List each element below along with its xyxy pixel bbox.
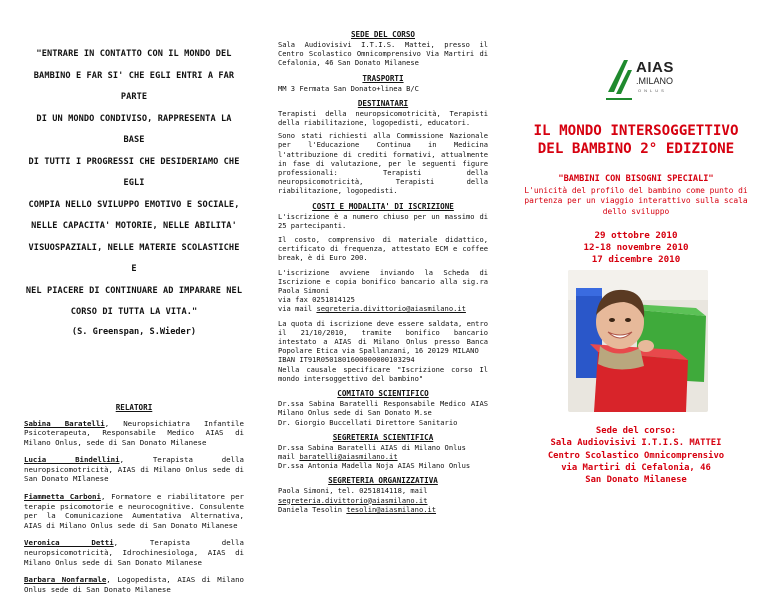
- relatore-name: Lucia Bindellini: [24, 455, 120, 465]
- segreteria-org-2-line: [278, 505, 488, 514]
- segreteria-org-1: Paola Simoni, tel. 0251814118, mail: [278, 486, 428, 496]
- quote-line: NELLE CAPACITA' MOTORIE, NELLE ABILITA': [31, 221, 237, 231]
- relatore-name: Fiammetta Carboni: [24, 492, 101, 502]
- comitato-1: Dr.ssa Sabina Baratelli Responsabile Medico AIAS Milano Onlus sede di San Donato M.se: [278, 399, 488, 418]
- child-photo: [568, 270, 708, 412]
- segreteria-org-2-mail-link[interactable]: tesolin@aiasmilano.it: [346, 504, 437, 514]
- segreteria-sci-mail-label: mail: [278, 451, 300, 461]
- sede-section: [278, 30, 488, 68]
- quote-line: BAMBINO E FAR SI' CHE EGLI ENTRI A FAR PARTE: [33, 70, 235, 102]
- costi-iban: IBAN IT91R0501801600000000103294: [278, 355, 415, 365]
- quote-line: COMPIA NELLO SVILUPPO EMOTIVO E SOCIALE,: [28, 199, 240, 210]
- segreteria-sci-1: Dr.ssa Sabina Baratelli AIAS di Milano Onlus: [278, 442, 466, 452]
- segreteria-org-section: [278, 476, 488, 514]
- relatore-name: Barbara Nonfarmale: [24, 575, 107, 585]
- segreteria-sci-title: SEGRETERIA SCIENTIFICA: [332, 432, 434, 442]
- relatore-desc: , Formatore e riabilitatore per terapie psicomotorie e neurocognitive. Consulente per la Comunicazione Aumentativa Alternativa, AIAS di Milano Onlus sede di San Donato Milanese: [24, 492, 244, 530]
- quote: [24, 44, 244, 324]
- subtitle: "BAMBINI CON BISOGNI SPECIALI": [558, 174, 714, 184]
- venue-line: Sede del corso:: [595, 426, 677, 436]
- trasporti-text: MM 3 Fermata San Donato+linea B/C: [278, 83, 419, 93]
- date-item: 17 dicembre 2010: [591, 254, 681, 265]
- costi-p1: L'iscrizione è a numero chiuso per un massimo di 25 partecipanti.: [278, 211, 488, 230]
- logo-onlus: ONLUS: [638, 88, 667, 93]
- sede-title: SEDE DEL CORSO: [350, 30, 415, 39]
- tagline: L'unicità del profilo del bambino come punto di partenza per un viaggio interattivo sulla scala dello sviluppo: [524, 186, 748, 216]
- destinatari-section: [278, 99, 488, 196]
- quote-author: (S. Greenspan, S.Wieder): [71, 326, 197, 337]
- relatore-desc: , Terapista della neuropsicomotricità, Idrochinesiologa, AIAS di Milano Onlus sede di San Donato Milanese: [24, 538, 244, 567]
- costi-fax: via fax 0251814125: [278, 295, 355, 305]
- trasporti-title: TRASPORTI: [362, 73, 404, 83]
- venue-line: Centro Scolastico Omnicomprensivo: [547, 450, 725, 461]
- relatore-desc: , Neuropsichiatra Infantile Psicoterapeuta, Responsabile Medico AIAS di Milano Onlus, sede di San Donato Milanese: [24, 418, 244, 447]
- destinatari-text: Terapisti della neuropsicomotricità, Terapisti della riabilitazione, logopedisti, educatori.: [278, 108, 488, 128]
- relatore-name: Sabina Baratelli: [24, 418, 105, 428]
- comitato-section: [278, 389, 488, 427]
- relatore-desc: , Terapista della neuropsicomotricità, AIAS di Milano Onlus sede di San Donato MIlanese: [24, 455, 244, 484]
- quote-line: DI UN MONDO CONDIVISO, RAPPRESENTA LA BASE: [36, 113, 232, 145]
- crediti-text: Sono stati richiesti alla Commissione Nazionale per l'Educazione Continua in Medicina l'attribuzione di crediti formativi, attualmente in fase di valutazione, per le seguenti figure professionali: Terapisti della neuropsicomotricità, Terapisti della riabilitazione, logopedisti.: [278, 131, 488, 196]
- relatore: [24, 419, 244, 448]
- segreteria-sci-section: [278, 433, 488, 471]
- venue-line: San Donato Milanese: [585, 475, 687, 486]
- title-line: DEL BAMBINO 2° EDIZIONE: [537, 141, 735, 157]
- destinatari-title: DESTINATARI: [357, 98, 409, 108]
- venue-block: [504, 425, 768, 486]
- segreteria-sci-mail-link[interactable]: baratelli@aiasmilano.it: [299, 451, 398, 461]
- costi-mail-link[interactable]: segreteria.divittorio@aiasmilano.it: [316, 304, 466, 314]
- relatore: [24, 575, 244, 594]
- costi-title: COSTI E MODALITA' DI ISCRIZIONE: [312, 201, 454, 211]
- quote-line: NEL PIACERE DI CONTINUARE AD IMPARARE NEL: [25, 285, 243, 296]
- costi-p4: La quota di iscrizione deve essere saldata, entro il 21/10/2010, tramite bonifico bancario intestato a AIAS di Milano Onlus presso Banca Popolare Etica via Spallanzani, 16 20129 MILANO: [278, 318, 488, 356]
- costi-section: [278, 202, 488, 383]
- left-panel: [0, 0, 262, 594]
- segreteria-org-mail-link[interactable]: segreteria.divittorio@aiasmilano.it: [278, 495, 428, 505]
- relatore: [24, 455, 244, 484]
- segreteria-org-title: SEGRETERIA ORGANIZZATIVA: [328, 476, 438, 486]
- segreteria-org-mail-line: [278, 496, 488, 505]
- costi-p5: Nella causale specificare "Iscrizione corso Il mondo intersoggettivo del bambino": [278, 364, 488, 383]
- middle-panel: [262, 0, 504, 543]
- quote-line: "ENTRARE IN CONTATTO CON IL MONDO DEL: [36, 49, 232, 59]
- segreteria-sci-2: Dr.ssa Antonia Madella Noja AIAS Milano Onlus: [278, 461, 471, 471]
- relatori-title: RELATORI: [115, 402, 153, 412]
- date-item: 12-18 novembre 2010: [583, 242, 689, 253]
- segreteria-sci-mail-line: [278, 452, 488, 461]
- right-panel: [504, 0, 768, 543]
- costi-p3: L'iscrizione avviene inviando la Scheda di Iscrizione e copia bonifico bancario alla sig.ra Paola Simoni: [278, 267, 488, 296]
- relatore-desc: , Logopedista, AIAS di Milano Onlus sede di San Donato Milanese: [24, 575, 244, 594]
- quote-line: CORSO DI TUTTA LA VITA.": [70, 307, 198, 317]
- relatore: [24, 492, 244, 530]
- relatore-name: Veronica Detti: [24, 538, 114, 548]
- segreteria-org-2-name: Daniela Tesolin: [278, 504, 347, 514]
- title-line: IL MONDO INTERSOGGETTIVO: [533, 123, 739, 139]
- costi-mail-label: via mail: [278, 304, 317, 314]
- main-title: [504, 122, 768, 158]
- quote-line: VISUOSPAZIALI, NELLE MATERIE SCOLASTICHE E: [28, 242, 240, 274]
- trasporti-section: [278, 74, 488, 93]
- logo-sub: .MILANO: [636, 76, 674, 86]
- comitato-2: Dr. Giorgio Buccellati Direttore Sanitario: [278, 417, 458, 427]
- quote-line: DI TUTTI I PROGRESSI CHE DESIDERIAMO CHE EGLI: [28, 156, 240, 188]
- course-dates: [504, 230, 768, 266]
- logo-name: AIAS: [636, 59, 674, 76]
- venue-line: via Martiri di Cefalonia, 46: [561, 462, 711, 473]
- costi-p2: Il costo, comprensivo di materiale didattico, certificato di frequenza, attestato ECM e coffee break, è di Euro 200.: [278, 235, 488, 263]
- date-item: 29 ottobre 2010: [594, 230, 678, 241]
- comitato-title: COMITATO SCIENTIFICO: [337, 389, 429, 399]
- costi-mail-line: [278, 304, 488, 313]
- sede-text: Sala Audiovisivi I.T.I.S. Mattei, presso il Centro Scolastico Omnicomprensivo Via Martiri di Cefalonia, 46 San Donato Milanese: [278, 40, 488, 68]
- venue-line: Sala Audiovisivi I.T.I.S. MATTEI: [550, 438, 722, 449]
